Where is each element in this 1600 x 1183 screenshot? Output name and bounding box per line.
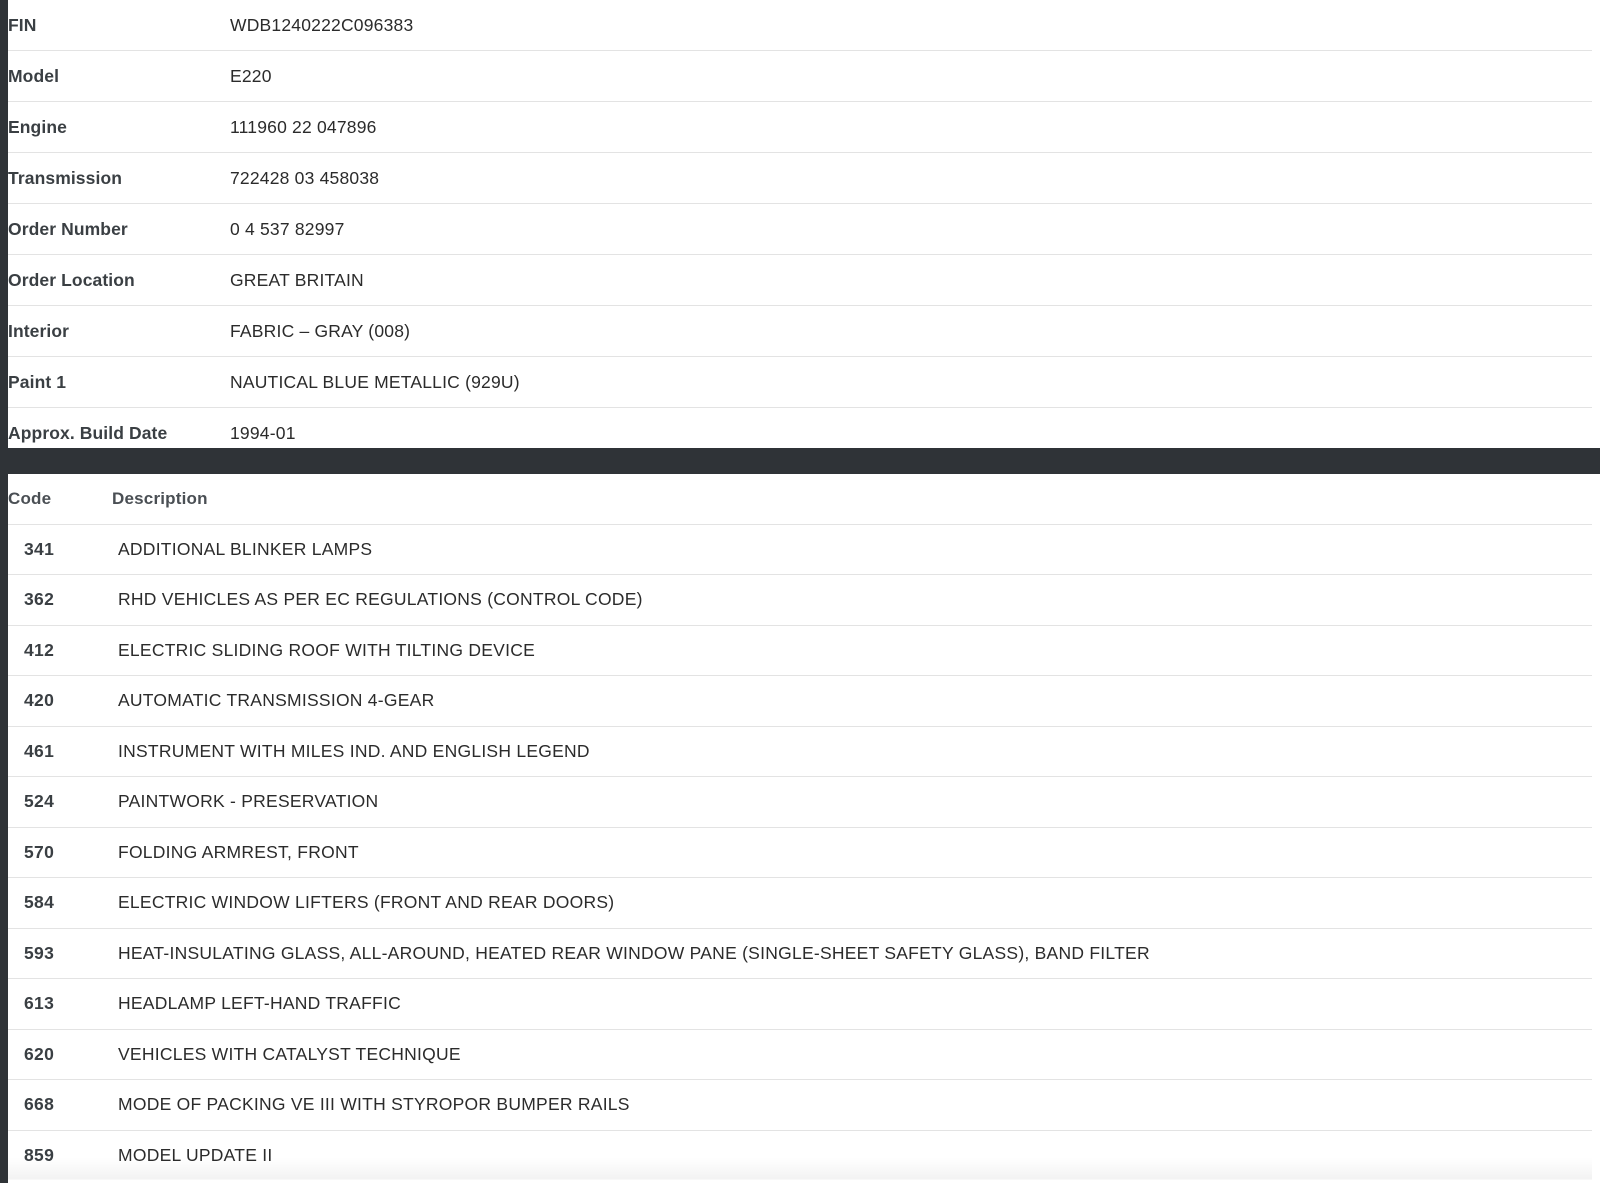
table-row [8, 524, 1592, 575]
table-row [8, 0, 1592, 51]
table-row [8, 357, 1592, 408]
spec-value-paint-1: NAUTICAL BLUE METALLIC (929U) [230, 357, 1592, 408]
code-cell: 570 [8, 827, 112, 878]
table-row [8, 928, 1592, 979]
column-header-description: Description [112, 474, 1592, 524]
code-cell: 668 [8, 1080, 112, 1131]
left-accent-rail-bottom [0, 453, 8, 1183]
table-row [8, 1029, 1592, 1080]
table-header-row [8, 474, 1592, 524]
description-cell: MODE OF PACKING VE III WITH STYROPOR BUMPER RAILS [112, 1080, 1592, 1131]
table-row [8, 878, 1592, 929]
option-codes-section [8, 474, 1592, 1180]
description-cell: MODEL UPDATE II [112, 1130, 1592, 1180]
table-row [8, 1080, 1592, 1131]
table-row [8, 153, 1592, 204]
option-codes-table [8, 474, 1592, 1180]
column-header-code: Code [8, 474, 112, 524]
table-row [8, 1130, 1592, 1180]
spec-label-engine: Engine [8, 102, 230, 153]
right-margin [1592, 0, 1600, 1183]
table-row [8, 255, 1592, 306]
table-row [8, 777, 1592, 828]
spec-value-approx-build-date: 1994-01 [230, 408, 1592, 459]
table-row [8, 827, 1592, 878]
spec-label-model: Model [8, 51, 230, 102]
spec-value-transmission: 722428 03 458038 [230, 153, 1592, 204]
spec-label-paint-1: Paint 1 [8, 357, 230, 408]
code-cell: 593 [8, 928, 112, 979]
code-cell: 420 [8, 676, 112, 727]
spec-label-order-number: Order Number [8, 204, 230, 255]
table-row [8, 51, 1592, 102]
spec-label-interior: Interior [8, 306, 230, 357]
spec-label-transmission: Transmission [8, 153, 230, 204]
spec-label-approx-build-date: Approx. Build Date [8, 408, 230, 459]
description-cell: INSTRUMENT WITH MILES IND. AND ENGLISH LEGEND [112, 726, 1592, 777]
code-cell: 620 [8, 1029, 112, 1080]
code-cell: 412 [8, 625, 112, 676]
description-cell: AUTOMATIC TRANSMISSION 4-GEAR [112, 676, 1592, 727]
description-cell: FOLDING ARMREST, FRONT [112, 827, 1592, 878]
section-divider [0, 448, 1600, 474]
description-cell: ELECTRIC SLIDING ROOF WITH TILTING DEVICE [112, 625, 1592, 676]
table-row [8, 726, 1592, 777]
spec-value-engine: 111960 22 047896 [230, 102, 1592, 153]
code-cell: 584 [8, 878, 112, 929]
spec-value-model: E220 [230, 51, 1592, 102]
table-row [8, 204, 1592, 255]
code-cell: 859 [8, 1130, 112, 1180]
description-cell: ELECTRIC WINDOW LIFTERS (FRONT AND REAR DOORS) [112, 878, 1592, 929]
description-cell: HEADLAMP LEFT-HAND TRAFFIC [112, 979, 1592, 1030]
description-cell: RHD VEHICLES AS PER EC REGULATIONS (CONTROL CODE) [112, 575, 1592, 626]
table-row [8, 102, 1592, 153]
description-cell: VEHICLES WITH CATALYST TECHNIQUE [112, 1029, 1592, 1080]
table-row [8, 306, 1592, 357]
left-accent-rail-top [0, 0, 8, 453]
vehicle-spec-table [8, 0, 1592, 459]
table-row [8, 979, 1592, 1030]
table-row [8, 575, 1592, 626]
spec-value-fin: WDB1240222C096383 [230, 0, 1592, 51]
spec-value-order-location: GREAT BRITAIN [230, 255, 1592, 306]
spec-label-fin: FIN [8, 0, 230, 51]
code-cell: 613 [8, 979, 112, 1030]
code-cell: 362 [8, 575, 112, 626]
spec-value-order-number: 0 4 537 82997 [230, 204, 1592, 255]
table-row [8, 625, 1592, 676]
table-row [8, 676, 1592, 727]
description-cell: PAINTWORK - PRESERVATION [112, 777, 1592, 828]
code-cell: 524 [8, 777, 112, 828]
code-cell: 461 [8, 726, 112, 777]
spec-label-order-location: Order Location [8, 255, 230, 306]
code-cell: 341 [8, 524, 112, 575]
description-cell: HEAT-INSULATING GLASS, ALL-AROUND, HEATED REAR WINDOW PANE (SINGLE-SHEET SAFETY GLASS), BAND FILTER [112, 928, 1592, 979]
spec-value-interior: FABRIC – GRAY (008) [230, 306, 1592, 357]
description-cell: ADDITIONAL BLINKER LAMPS [112, 524, 1592, 575]
